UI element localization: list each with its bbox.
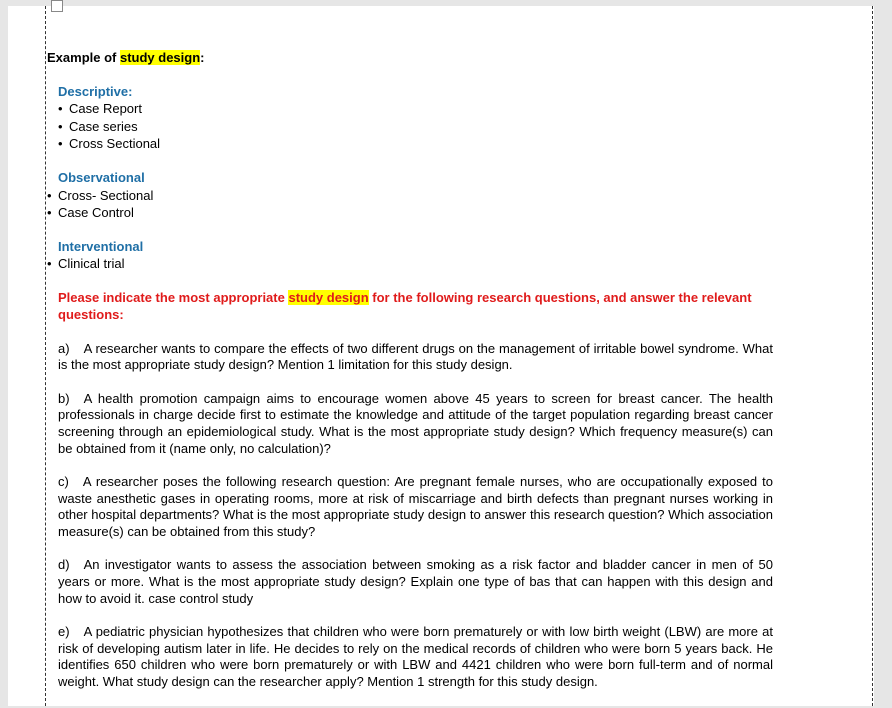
bullet-icon: • [47,256,52,272]
instruction-text: Please indicate the most appropriate study design for the following research questions, and answer the relevant questions: [58,289,752,322]
bullet-icon: • [47,187,52,203]
document-page[interactable] [8,6,874,706]
descriptive-heading: Descriptive: [58,83,133,99]
question-a: a) A researcher wants to compare the effects of two different drugs on the management of irritable bowel syndrome. What is the most appropriate study design? Mention 1 limitation for this study design. [58,340,773,373]
left-margin-guide [45,6,46,706]
list-item: • Cross Sectional [58,136,161,152]
document-body[interactable] [47,50,773,708]
bullet-icon: • [58,118,63,134]
interventional-heading: Interventional [58,238,144,254]
page-corner-marker [51,0,63,12]
bullet-icon: • [58,101,63,117]
list-item: • Case series [58,118,138,134]
right-margin-guide [872,6,873,706]
observational-heading: Observational [58,169,145,185]
list-item: • Case Report [58,101,142,117]
list-item: • Case Control [47,205,134,221]
question-c: c) A researcher poses the following research question: Are pregnant female nurses, who are occupationally exposed to waste anesthetic gases in operating rooms, more at risk of miscarriage and birth defects than pregnant nurses working in other hospital departments? What is the most appropriate study design to answer this research question? Which association measure(s) can be obtained from this study? [58,474,773,539]
question-b: b) A health promotion campaign aims to encourage women above 45 years to screen for breast cancer. The health professionals in charge decide first to estimate the knowledge and attitude of the target population regarding breast cancer screening through an epidemiological study. What is the most appropriate study design? Which frequency measure(s) can be obtained from it (name only, no calculation)? [58,390,773,456]
bullet-icon: • [58,136,63,152]
highlighted-text: study design [288,289,369,305]
highlighted-text: study design [119,50,201,65]
bullet-icon: • [47,205,52,221]
question-d: d) An investigator wants to assess the association between smoking as a risk factor and bladder cancer in men of 50 years or more. What is the most appropriate study design? Explain one type of bas that can happen with this design and how to avoid it. case control study [58,557,773,606]
list-item: • Cross- Sectional [47,187,154,203]
list-item: • Clinical trial [47,256,125,272]
question-e: e) A pediatric physician hypothesizes that children who were born prematurely or with low birth weight (LBW) are more at risk of developing autism later in life. He decides to rely on the medical records of children who were born 5 years back. He identifies 650 children who were born prematurely or with LBW and 4421 children who were born full-term and of normal weight. What study design can the researcher apply? Mention 1 strength for this study design. [58,624,773,690]
section-heading: Example of study design: [47,50,205,65]
observational-list [47,187,773,222]
descriptive-list [47,100,773,153]
interventional-list [47,255,773,273]
